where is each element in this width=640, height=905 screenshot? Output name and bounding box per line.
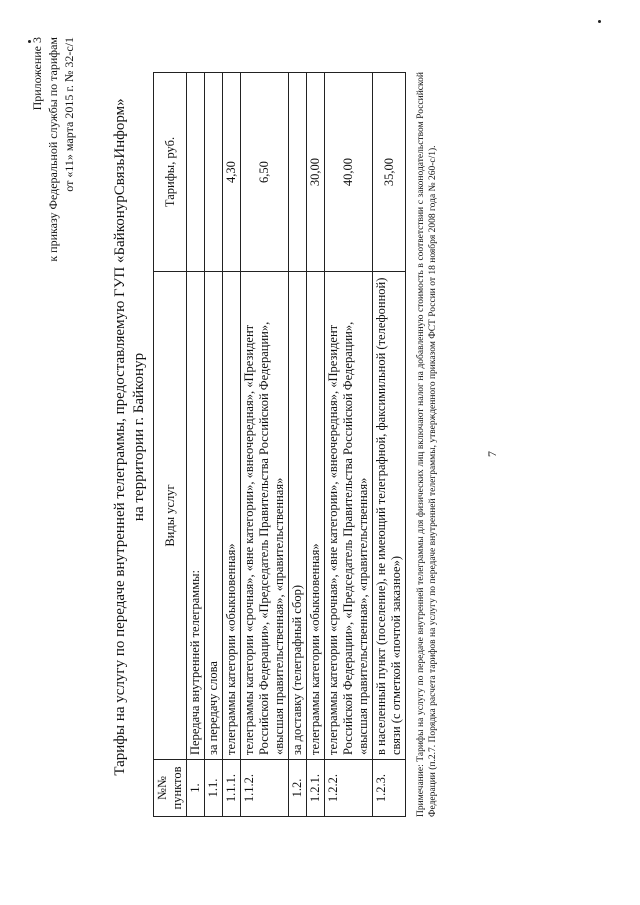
table-header-row [154,73,187,817]
footnote: Примечание: Тарифы на услугу по передаче внутренней телеграммы для физических лиц включают налог на добавленную стоимость в соответствии с законодательством Российской Федерации (п.2.7. Порядка расчета тарифов на услугу по передаче внутренней телеграммы, утвержденного приказом ФСТ России от 18 ноября 2008 года № 260-с/1). [416,72,438,817]
table-row [373,73,406,817]
table-row [205,73,223,817]
appendix-order-date: от «11» марта 2015 г. № 32-с/1 [62,37,76,192]
row-service: телеграммы категории «обыкновенная» [307,272,325,760]
table-row [223,73,241,817]
row-service: за доставку (телеграфный сбор) [289,272,307,760]
row-number: 1.2.2. [325,760,373,817]
row-number: 1.2. [289,760,307,817]
row-service: Передача внутренней телеграммы: [187,272,205,760]
row-number: 1.2.1. [307,760,325,817]
row-service: телеграммы категории «срочная», «вне категории», «внеочередная», «Президент Российской Федерации», «Председатель Правительства Российской Федерации», «высшая правительственная», «правительственная» [241,272,289,760]
header-tariff: Тарифы, руб. [154,73,187,272]
row-price [205,73,223,272]
table-row [307,73,325,817]
row-number: 1. [187,760,205,817]
row-number: 1.1.1. [223,760,241,817]
row-number: 1.1. [205,760,223,817]
header-service-type: Виды услуг [154,272,187,760]
row-service: в населенный пункт (поселение), не имеющий телеграфной, факсимильной (телефонной) связи (с отметкой «почтой заказное») [373,272,406,760]
row-price: 4,30 [223,73,241,272]
row-price: 30,00 [307,73,325,272]
document-title [111,57,149,817]
page-number: 7 [485,451,499,457]
row-price: 35,00 [373,73,406,272]
row-number: 1.1.2. [241,760,289,817]
row-price: 6,50 [241,73,289,272]
appendix-number: Приложение 3 [30,37,44,111]
table-row [241,73,289,817]
row-number: 1.2.3. [373,760,406,817]
appendix-header [29,37,77,397]
title-line-1: Тарифы на услугу по передаче внутренней телеграммы, предоставляемую ГУП «БайконурСвязьИнформ» [112,98,128,776]
tariff-table [153,72,406,817]
table-row [289,73,307,817]
table-row [187,73,205,817]
row-service: за передачу слова [205,272,223,760]
row-service: телеграммы категории «срочная», «вне категории», «внеочередная», «Президент Российской Федерации», «Председатель Правительства Российской Федерации», «высшая правительственная», «правительственная» [325,272,373,760]
row-service: телеграммы категории «обыкновенная» [223,272,241,760]
row-price [289,73,307,272]
rotated-document-page [15,17,625,887]
appendix-order-ref: к приказу Федеральной службы по тарифам [46,37,60,262]
header-item-number: №№ пунктов [154,760,187,817]
row-price [187,73,205,272]
table-row [325,73,373,817]
row-price: 40,00 [325,73,373,272]
title-line-2: на территории г. Байконур [131,352,147,522]
